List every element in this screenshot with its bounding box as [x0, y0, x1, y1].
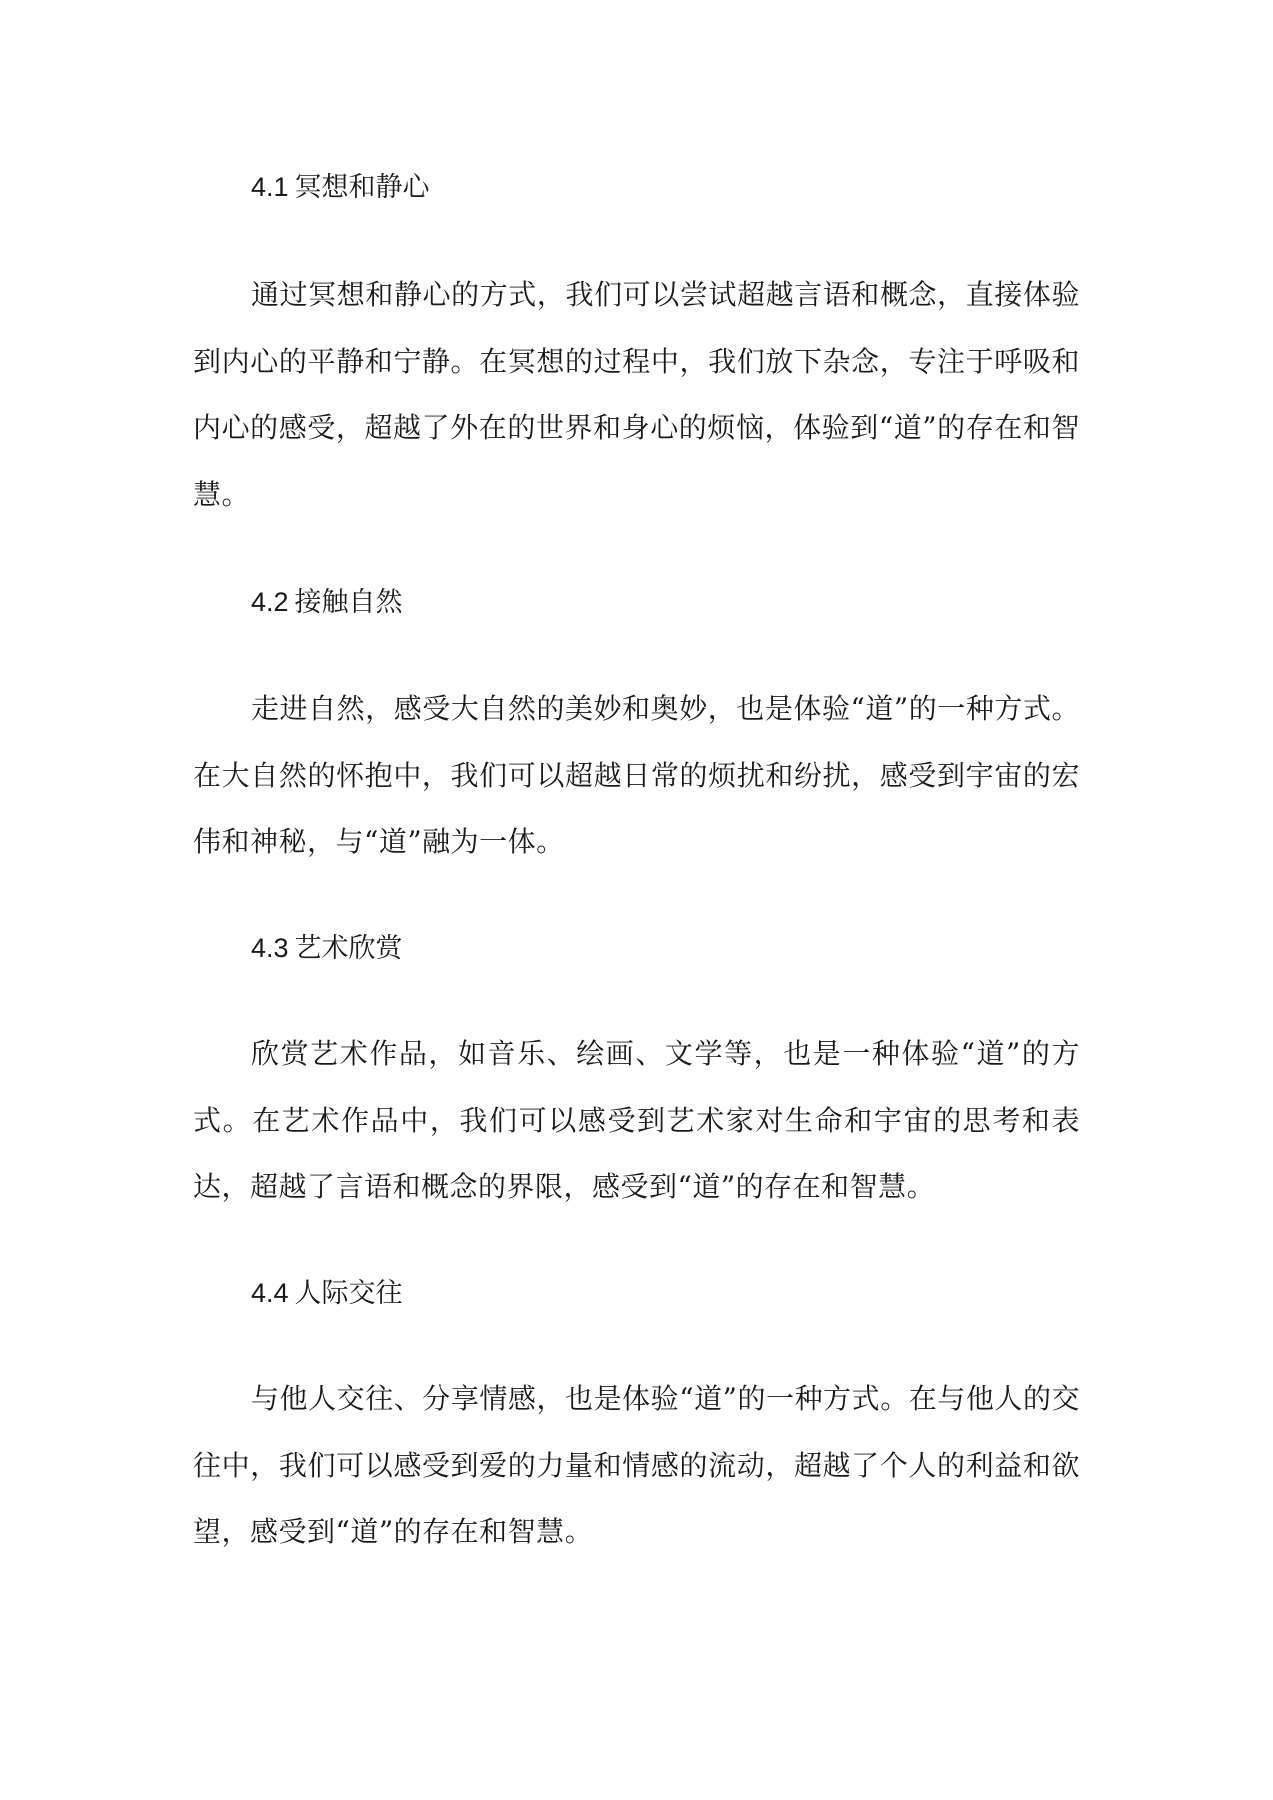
section-heading-4-4 [251, 1273, 403, 1314]
section-number: 4.1 [251, 172, 289, 202]
section-paragraph-4-3: 欣赏艺术作品，如音乐、绘画、文学等，也是一种体验“道”的方式。在艺术作品中，我们可以感受到艺术家对生命和宇宙的思考和表达，超越了言语和概念的界限，感受到“道”的存在和智慧。 [193, 1037, 1080, 1203]
section-heading-4-1 [251, 167, 430, 208]
section-title: 冥想和静心 [294, 172, 430, 203]
section-title: 艺术欣赏 [294, 933, 403, 964]
section-number: 4.3 [251, 933, 289, 963]
section-heading-4-3 [251, 928, 403, 969]
section-paragraph-4-2: 走进自然，感受大自然的美妙和奥妙，也是体验“道”的一种方式。在大自然的怀抱中，我们可以超越日常的烦扰和纷扰，感受到宇宙的宏伟和神秘，与“道”融为一体。 [193, 692, 1080, 858]
section-number: 4.2 [251, 587, 289, 617]
section-paragraph-4-4: 与他人交往、分享情感，也是体验“道”的一种方式。在与他人的交往中，我们可以感受到爱的力量和情感的流动，超越了个人的利益和欲望，感受到“道”的存在和智慧。 [193, 1382, 1080, 1548]
section-number: 4.4 [251, 1278, 289, 1308]
section-heading-4-2 [251, 582, 403, 623]
section-paragraph-4-1: 通过冥想和静心的方式，我们可以尝试超越言语和概念，直接体验到内心的平静和宁静。在冥想的过程中，我们放下杂念，专注于呼吸和内心的感受，超越了外在的世界和身心的烦恼，体验到“道”的存在和智慧。 [193, 278, 1080, 511]
section-title: 接触自然 [294, 587, 403, 618]
section-title: 人际交往 [294, 1278, 403, 1309]
